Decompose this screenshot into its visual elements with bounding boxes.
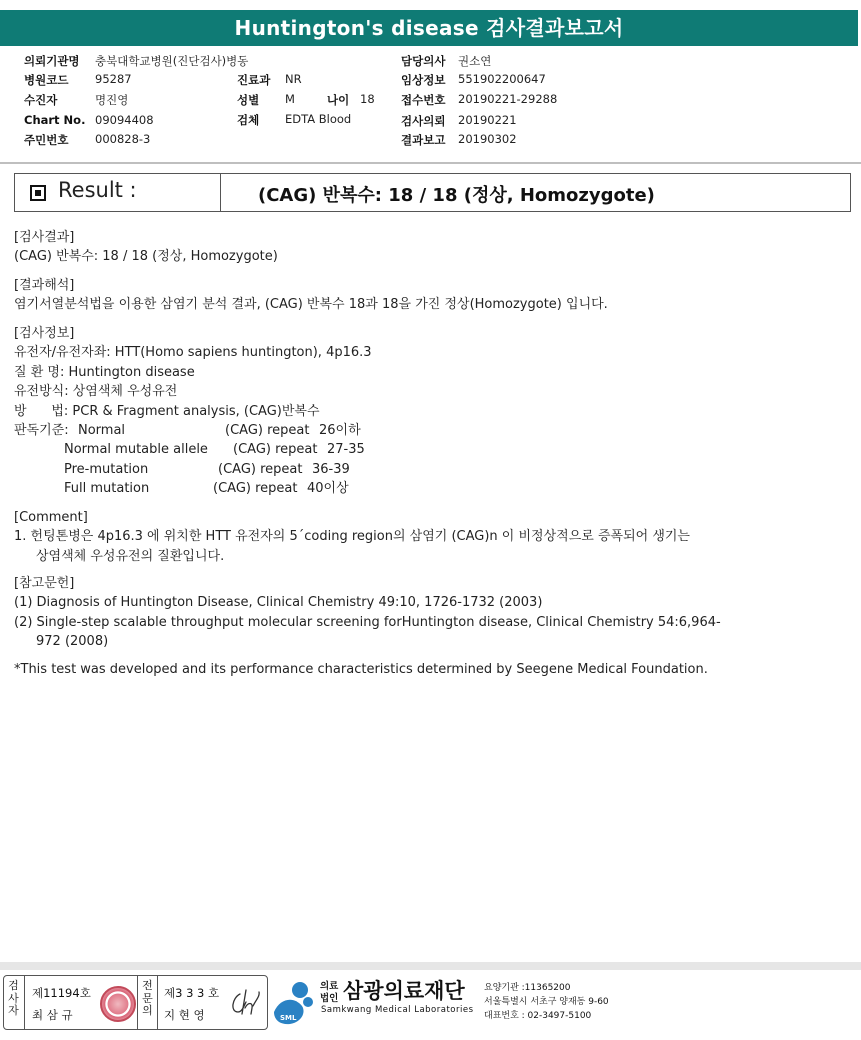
criteria-range: 40이상	[307, 481, 349, 497]
info-label: 병원코드	[24, 73, 69, 87]
info-label: 의뢰기관명	[24, 54, 80, 68]
footer-divider	[0, 962, 861, 970]
square-bullet-icon	[30, 185, 46, 201]
interpretation-text: 염기서열분석법을 이용한 삼염기 분석 결과, (CAG) 반복수 18과 18을 가진 정상(Homozygote) 입니다.	[14, 297, 608, 313]
examiner-name: 최 삼 규	[32, 1008, 73, 1022]
info-value: 09094408	[95, 113, 154, 127]
sml-logo-icon	[272, 978, 316, 1026]
box-divider	[24, 976, 25, 1029]
test-method: 방 법: PCR & Fragment analysis, (CAG)반복수	[14, 403, 320, 419]
section-heading: [검사결과]	[14, 230, 75, 245]
box-divider	[157, 976, 158, 1029]
info-label: 접수번호	[401, 93, 446, 107]
section-test-info	[14, 324, 372, 421]
section-heading: [Comment]	[14, 510, 88, 525]
section-heading: [결과해석]	[14, 278, 75, 293]
info-value: 20190221	[458, 113, 517, 127]
specialist-label	[141, 980, 154, 1018]
section-test-result	[14, 228, 278, 267]
disease-name: 질 환 명: Huntington disease	[14, 364, 195, 380]
org-address: 서울특별시 서초구 양재동 9-60	[484, 997, 609, 1007]
criteria-repeat: (CAG) repeat	[233, 442, 318, 458]
criteria-label: 판독기준:	[14, 423, 69, 438]
reference-2: (2) Single-step scalable throughput molecular screening forHuntington disease, Clinical Chemistry 54:6,964-	[14, 614, 721, 630]
gene-info: 유전자/유전자좌: HTT(Homo sapiens huntington), 4p16.3	[14, 345, 372, 361]
examiner-license-no: 제11194호	[32, 986, 91, 1000]
info-value-age: 18	[360, 92, 375, 106]
specialist-license-no: 제3 3 3 호	[164, 986, 220, 1000]
criteria-name: Normal	[78, 423, 126, 438]
info-label: 결과보고	[401, 133, 446, 147]
info-label: 주민번호	[24, 133, 69, 147]
info-value: 551902200647	[458, 72, 546, 86]
section-heading: [참고문헌]	[14, 576, 75, 591]
org-code: 요양기관 :11365200	[484, 983, 571, 993]
info-value: NR	[285, 72, 302, 86]
section-comment	[14, 508, 690, 566]
disclaimer: *This test was developed and its performance characteristics determined by Seegene Medical Foundation.	[14, 662, 708, 677]
section-interpretation	[14, 276, 608, 315]
logo-text: SML	[280, 1014, 297, 1022]
info-label: 검체	[237, 113, 260, 127]
criteria-repeat: (CAG) repeat	[225, 423, 310, 438]
label-char: 의	[142, 1004, 153, 1017]
info-label: 수진자	[24, 93, 58, 107]
info-label: 성별	[237, 93, 260, 107]
criteria-range: 26이하	[319, 423, 361, 438]
info-value: 명진영	[95, 93, 129, 107]
result-label: Result :	[58, 178, 137, 202]
criteria-name: Pre-mutation	[64, 461, 149, 477]
info-label: 진료과	[237, 73, 271, 87]
label-char: 자	[8, 1004, 19, 1017]
specialist-name: 지 현 영	[164, 1008, 205, 1022]
examiner-label	[7, 980, 20, 1018]
info-label-age: 나이	[327, 93, 350, 107]
info-value: 000828-3	[95, 132, 151, 146]
info-value: 20190221-29288	[458, 92, 558, 106]
inheritance-mode: 유전방식: 상염색체 우성유전	[14, 384, 178, 400]
info-value: 20190302	[458, 132, 517, 146]
criteria-repeat: (CAG) repeat	[218, 461, 303, 477]
comment-line-1: 1. 헌팅톤병은 4p16.3 에 위치한 HTT 유전자의 5´coding region의 삼염기 (CAG)n 이 비정상적으로 증폭되어 생기는	[14, 529, 690, 545]
label-char: 사	[8, 991, 19, 1005]
signature-box	[3, 975, 268, 1030]
label-char: 문	[142, 991, 153, 1005]
criteria-name: Normal mutable allele	[64, 442, 208, 458]
test-result-text: (CAG) 반복수: 18 / 18 (정상, Homozygote)	[14, 249, 278, 265]
box-divider	[137, 976, 138, 1029]
info-label: 담당의사	[401, 54, 446, 68]
signature-icon	[226, 984, 262, 1020]
section-references	[14, 574, 721, 652]
section-heading: [검사정보]	[14, 326, 75, 341]
info-value: 충북대학교병원(진단검사)병동	[95, 54, 249, 68]
result-label-cell	[15, 174, 221, 211]
criteria-list	[14, 421, 414, 501]
corp-label-2: 법인	[320, 993, 339, 1004]
label-char: 전	[142, 979, 153, 992]
result-value: (CAG) 반복수: 18 / 18 (정상, Homozygote)	[258, 185, 655, 206]
result-box	[14, 173, 851, 212]
info-divider	[0, 162, 861, 164]
comment-line-2: 상염색체 우성유전의 질환입니다.	[36, 548, 225, 564]
label-char: 검	[8, 979, 19, 992]
org-name: 삼광의료재단	[343, 979, 465, 1003]
criteria-name: Full mutation	[64, 481, 150, 497]
info-value: 권소연	[458, 54, 492, 68]
reference-1: (1) Diagnosis of Huntington Disease, Clinical Chemistry 49:10, 1726-1732 (2003)	[14, 595, 543, 611]
official-seal-icon	[100, 986, 136, 1022]
info-value: EDTA Blood	[285, 112, 352, 126]
info-label: Chart No.	[24, 113, 86, 127]
info-label: 검사의뢰	[401, 114, 446, 128]
info-value: M	[285, 92, 295, 106]
criteria-repeat: (CAG) repeat	[213, 481, 298, 497]
org-english-name: Samkwang Medical Laboratories	[321, 1005, 474, 1015]
criteria-range: 27-35	[327, 442, 365, 458]
info-value: 95287	[95, 72, 132, 86]
criteria-range: 36-39	[312, 461, 350, 477]
info-label: 임상정보	[401, 73, 446, 87]
report-title: Huntington's disease 검사결과보고서	[0, 10, 858, 46]
reference-2-cont: 972 (2008)	[36, 634, 109, 650]
corp-label-1: 의료	[320, 981, 339, 992]
org-phone: 대표번호 : 02-3497-5100	[484, 1011, 592, 1021]
